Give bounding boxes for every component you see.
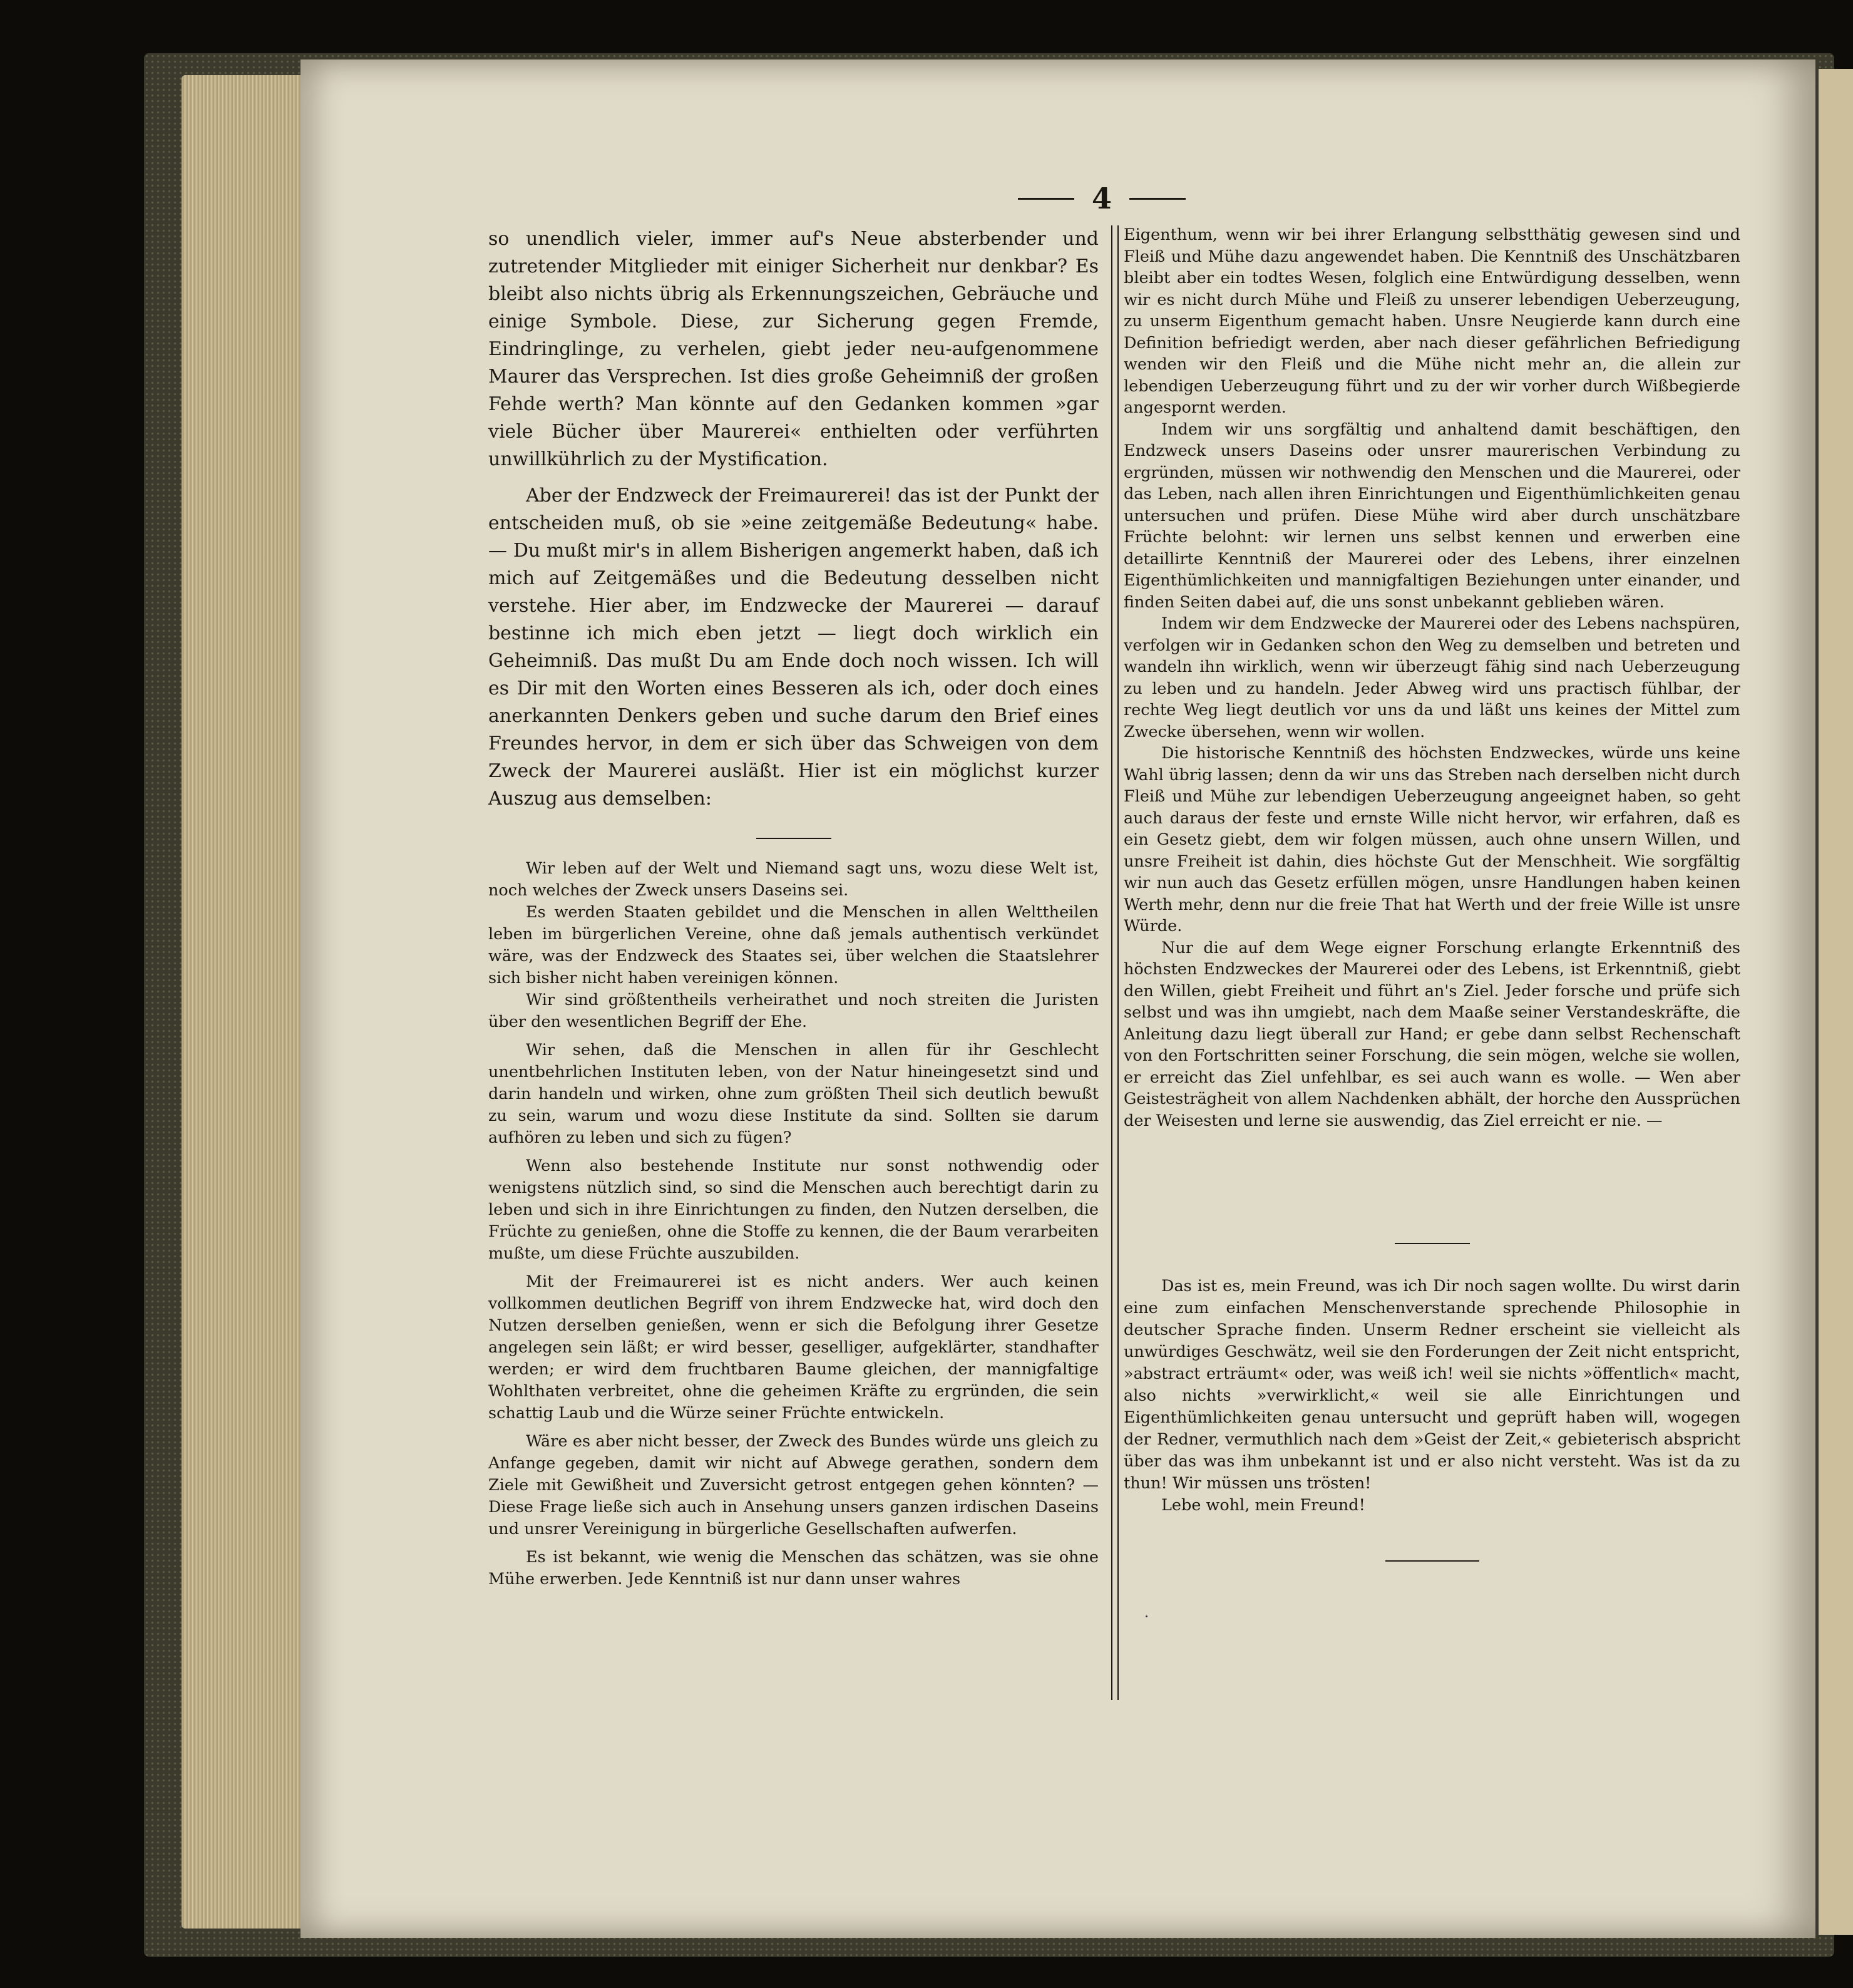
column-separator — [1111, 225, 1119, 1700]
paragraph: Das ist es, mein Freund, was ich Dir noch sagen wollte. Du wirst darin eine zum einfachen Menschenverstande sprechende Philosophie in deutscher Sprache finden. Unserm Redner erscheint sie vielleicht als unwürdiges Geschwätz, weil sie den Forderungen der Zeit nicht entspricht, »abstract erträumt« oder, was weiß ich! weil sie nichts »öffentlich« macht, also nichts »verwirklicht,« weil sie alle Einrichtungen und Eigenthümlichkeiten genau untersucht und geprüft haben will, wogegen der Redner, vermuthlich nach dem »Geist der Zeit,« gebieterisch abspricht über das was ihm unbekannt ist und er also nicht versteht. Was ist da zu thun! Wir müssen uns trösten! — [1124, 1277, 1740, 1493]
letter-text — [488, 225, 1099, 813]
paragraph: Aber der Endzweck der Freimaurerei! das ist der Punkt der entscheiden muß, ob sie »eine zeitgemäße Bedeutung« habe. — Du mußt mir's in allem Bisherigen angemerkt haben, daß ich mich auf Zeitgemäßes und die Bedeutung desselben nicht verstehe. Hier aber, im Endzwecke der Maurerei — darauf bestinne ich mich eben jetzt — liegt doch wirklich ein Geheimniß. Das mußt Du am Ende doch noch wissen. Ich will es Dir mit den Worten eines Besseren als ich, oder doch eines anerkannten Denkers geben und suche darum den Brief eines Freundes hervor, in dem er sich über das Schweigen von dem Zweck der Maurerei ausläßt. Hier ist ein möglichst kurzer Auszug aus demselben: — [488, 485, 1099, 810]
header-rule-right — [1129, 198, 1186, 200]
paragraph: Nur die auf dem Wege eigner Forschung erlangte Erkenntniß des höchsten Endzweckes der Maurerei oder des Lebens, ist Erkenntniß, giebt den Willen, giebt Freiheit und führt an's Ziel. Jeder forsche und prüfe sich selbst und was ihn umgiebt, nach dem Maaße seiner Verstandeskräfte, die Anleitung dazu liegt überall zur Hand; er gebe dann selbst Rechenschaft von den Fortschritten seiner Forschung, die sein mögen, welche sie wollen, er erreicht das Ziel unfehlbar, es sei auch wann es wolle. — Wen aber Geistesträgheit von allem Nachdenken abhält, der horche den Aussprüchen der Weisesten und lerne sie auswendig, das Ziel erreicht er nie. — — [1124, 938, 1740, 1130]
quote-paragraph: Wäre es aber nicht besser, der Zweck des Bundes würde uns gleich zu Anfange gegeben, damit wir nicht auf Abwege gerathen, sondern dem Ziele mit Gewißheit und Zuversicht getrost entgegen gehen könnten? — Diese Frage ließe sich auch in Ansehung unsers ganzen irdischen Daseins und unsrer Vereinigung in bürgerliche Gesellschaften aufwerfen. — [488, 1432, 1099, 1538]
page-header — [1002, 182, 1202, 213]
paragraph: Eigenthum, wenn wir bei ihrer Erlangung selbstthätig gewesen sind und Fleiß und Mühe dazu angewendet haben. Die Kenntniß des Unschätzbaren bleibt aber ein todtes Wesen, folglich eine Entwürdigung desselben, wenn wir es nicht durch Mühe und Fleiß zu unserer lebendigen Ueberzeugung, zu unserm Eigenthum gemacht haben. Unsre Neugierde kann durch eine Definition befriedigt werden, aber nach dieser gefährlichen Befriedigung wenden wir den Fleiß und die Mühe nicht mehr an, die allein zur lebendigen Ueberzeugung führt und zu der wir vorher durch Wißbegierde angespornt werden. — [1124, 225, 1740, 417]
ink-speck — [1146, 1615, 1147, 1617]
quote-paragraph: Wir sind größtentheils verheirathet und noch streiten die Juristen über den wesentlichen Begriff der Ehe. — [488, 991, 1099, 1031]
closing-line: Lebe wohl, mein Freund! — [1161, 1496, 1365, 1515]
paragraph: so unendlich vieler, immer auf's Neue absterbender und zutretender Mitglieder mit einiger Sicherheit nur denkbar? Es bleibt also nichts übrig als Erkennungszeichen, Gebräuche und einige Symbole. Diese, zur Sicherung gegen Fremde, Eindringlinge, zu verhelen, giebt jeder neu-aufgenommene Maurer das Versprechen. Ist dies große Geheimniß der großen Fehde werth? Man könnte auf den Gedanken kommen »gar viele Bücher über Maurerei« enthielten oder verführten unwillkührlich zu der Mystification. — [488, 228, 1099, 470]
paragraph: Die historische Kenntniß des höchsten Endzweckes, würde uns keine Wahl übrig lassen; denn da wir uns das Streben nach derselben nicht durch Fleiß und Mühe zur lebendigen Ueberzeugung angeeignet haben, so geht auch daraus der feste und ernste Wille nicht hervor, wir erfahren, daß es ein Gesetz giebt, dem wir folgen müssen, auch ohne unsern Willen, und unsre Freiheit ist dahin, dies höchste Gut der Menschheit. Wie sorgfältig wir nun auch das Gesetz erfüllen mögen, unsre Handlungen haben keinen Werth mehr, denn nur die freie That hat Werth und der freie Wille ist unsre Würde. — [1124, 744, 1740, 935]
section-divider — [756, 838, 831, 839]
section-divider — [1395, 1243, 1470, 1244]
page-number: 4 — [1091, 182, 1112, 215]
left-column — [488, 225, 1099, 1590]
quote-paragraph: Es werden Staaten gebildet und die Menschen in allen Welttheilen leben im bürgerlichen Vereine, ohne daß jemals authentisch verkündet wäre, was der Endzweck des Staates sei, über welchen die Staatslehrer sich bisher nicht haben vereinigen können. — [488, 903, 1099, 987]
quoted-letter — [488, 858, 1099, 1590]
end-divider — [1385, 1560, 1479, 1562]
quote-paragraph: Wir sehen, daß die Menschen in allen für ihr Geschlecht unentbehrlichen Instituten leben, von der Natur hineingesetzt sind und darin handeln und wirken, ohne zum größten Theil sich deutlich bewußt zu sein, warum und wozu diese Institute da sind. Sollten sie darum aufhören zu leben und sich zu fügen? — [488, 1041, 1099, 1147]
closing-section — [1124, 1243, 1740, 1562]
quote-paragraph: Wir leben auf der Welt und Niemand sagt uns, wozu diese Welt ist, noch welches der Zweck unsers Daseins sei. — [488, 859, 1099, 900]
paragraph: Indem wir dem Endzwecke der Maurerei oder des Lebens nachspüren, verfolgen wir in Gedanken schon den Weg zu demselben und betreten und wandeln ihn wirklich, wenn wir überzeugt fähig sind nach Ueberzeugung zu leben und zu handeln. Jeder Abweg wird uns practisch fühlbar, der rechte Weg liegt deutlich vor uns da und läßt uns keines der Mittel zum Zwecke übersehen, wenn wir wollen. — [1124, 614, 1740, 741]
quote-paragraph: Mit der Freimaurerei ist es nicht anders. Wer auch keinen vollkommen deutlichen Begriff von ihrem Endzwecke hat, wird doch den Nutzen derselben genießen, wenn er sich die Befolgung ihrer Gesetze angelegen sein läßt; er wird besser, geselliger, aufgeklärter, standhafter werden; er wird dem fruchtbaren Baume gleichen, der mannigfaltige Wohlthaten verbreitet, ohne die geheimen Kräfte zu ergründen, die sein schattig Laub und die Würze seiner Früchte entwickeln. — [488, 1272, 1099, 1423]
header-rule-left — [1018, 198, 1074, 200]
page-edges — [182, 75, 313, 1929]
facing-page-edge — [1819, 69, 1853, 1935]
right-column — [1124, 224, 1740, 1131]
quote-paragraph: Es ist bekannt, wie wenig die Menschen das schätzen, was sie ohne Mühe erwerben. Jede Kenntniß ist nur dann unser wahres — [488, 1548, 1099, 1589]
paragraph: Indem wir uns sorgfältig und anhaltend damit beschäftigen, den Endzweck unsers Daseins oder unsrer maurerischen Verbindung zu ergründen, müssen wir nothwendig den Menschen und die Maurerei, oder das Leben, nach allen ihren Einrichtungen und Eigenthümlichkeiten genau untersuchen und prüfen. Diese Mühe wird aber durch unschätzbare Früchte belohnt: wir lernen uns selbst kennen und erwerben eine detaillirte Kenntniß der Maurerei oder des Lebens, ihrer einzelnen Eigenthümlichkeiten und mannigfaltigen Beziehungen unter einander, und finden Seiten dabei auf, die uns sonst unbekannt geblieben wären. — [1124, 420, 1740, 612]
quote-paragraph: Wenn also bestehende Institute nur sonst nothwendig oder wenigstens nützlich sind, so sind die Menschen auch berechtigt darin zu leben und sich in ihre Einrichtungen zu finden, den Nutzen derselben, die Früchte zu genießen, ohne die Stoffe zu kennen, die der Baum verarbeiten mußte, um diese Früchte auszubilden. — [488, 1156, 1099, 1263]
